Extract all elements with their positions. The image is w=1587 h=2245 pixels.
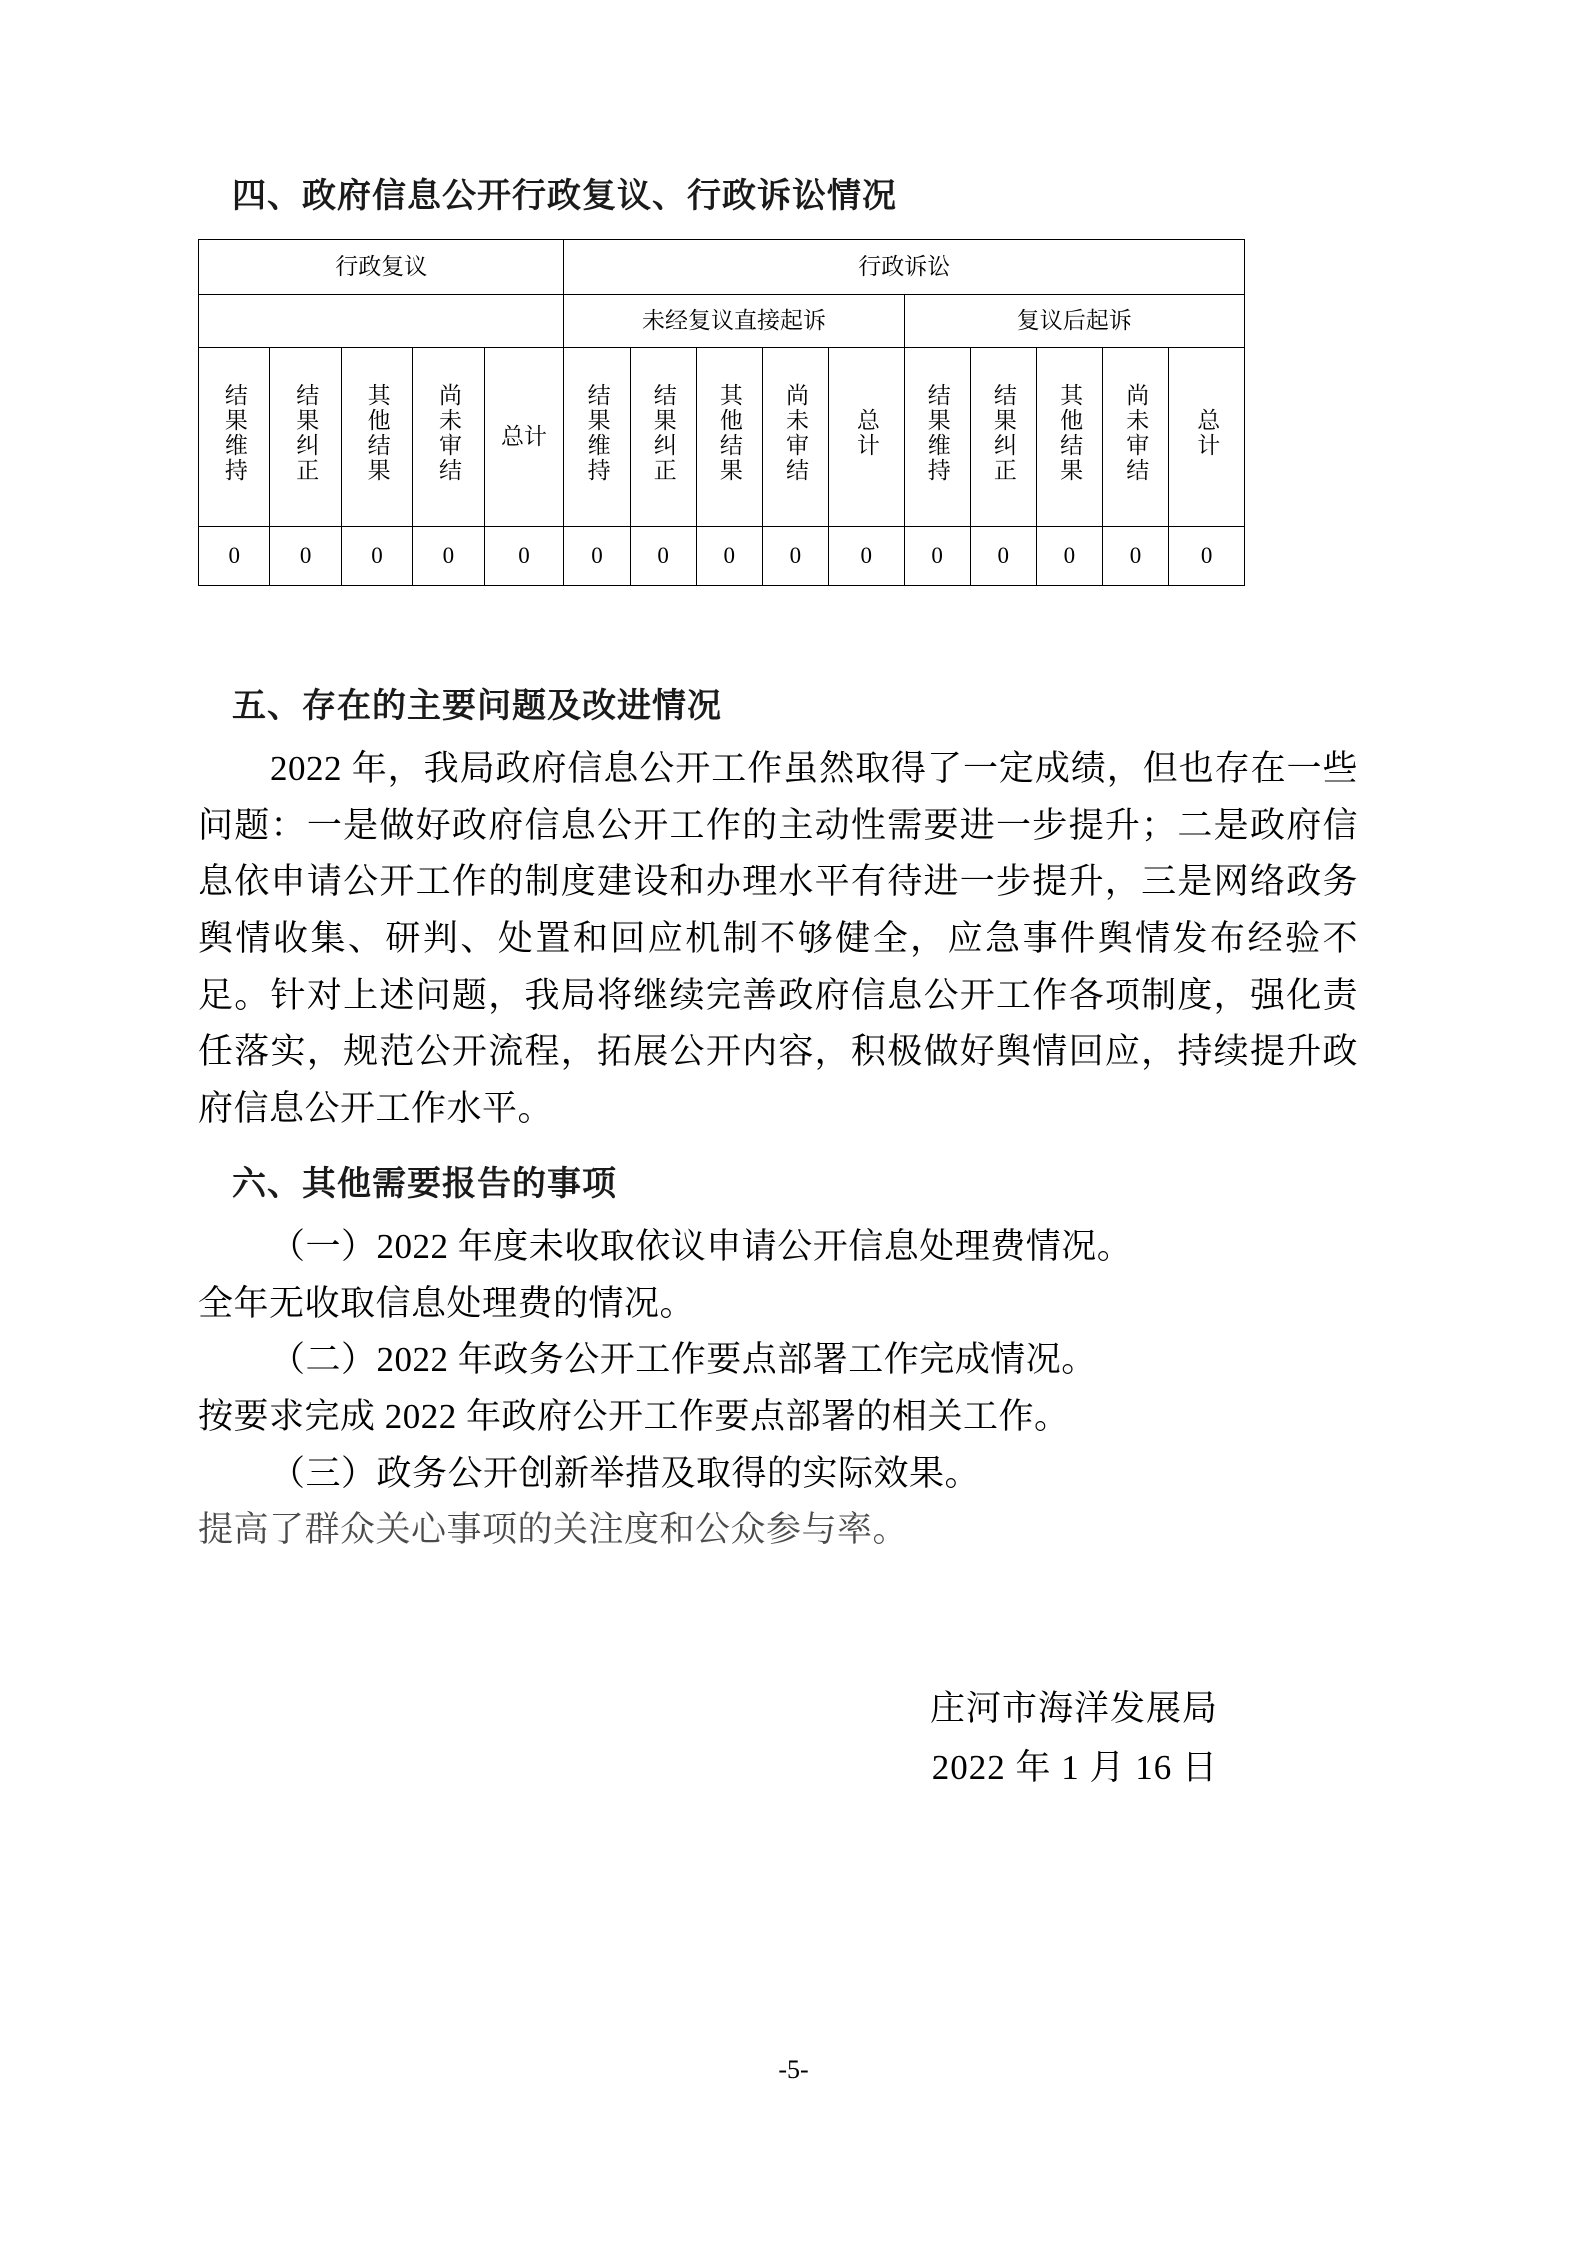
column-label-text: 尚未审结 <box>1123 383 1149 484</box>
table-column-label-row <box>199 348 1245 527</box>
section6-item-2-answer: 按要求完成 2022 年政府公开工作要点部署的相关工作。 <box>198 1396 1070 1436</box>
table-cell-value: 0 <box>341 527 412 586</box>
column-label <box>828 348 904 527</box>
group-header-administrative-review: 行政复议 <box>199 240 564 295</box>
page-number: -5- <box>778 2055 809 2084</box>
signature-block <box>198 1679 1358 1798</box>
administrative-review-litigation-table <box>198 239 1245 586</box>
column-label-text: 尚未审结 <box>783 383 809 484</box>
section6-item-3-answer: 提高了群众关心事项的关注度和公众参与率。 <box>198 1510 909 1550</box>
table-value-row <box>199 527 1245 586</box>
column-label <box>970 348 1036 527</box>
column-label <box>762 348 828 527</box>
table-sub-header-row <box>199 295 1245 348</box>
spacer <box>198 1138 1358 1156</box>
column-label <box>904 348 970 527</box>
table-cell-value: 0 <box>904 527 970 586</box>
column-label-text: 结果纠正 <box>293 383 319 484</box>
column-label <box>696 348 762 527</box>
column-label <box>1036 348 1102 527</box>
column-label <box>484 348 564 527</box>
column-label-text: 结果纠正 <box>650 383 676 484</box>
table-cell-value: 0 <box>1102 527 1168 586</box>
table-cell-value: 0 <box>413 527 484 586</box>
column-label-text: 其他结果 <box>1057 383 1083 484</box>
column-label <box>199 348 270 527</box>
section5-paragraph: 2022 年，我局政府信息公开工作虽然取得了一定成绩，但也存在一些问题：一是做好政府信息公开工作的主动性需要进一步提升；二是政府信息依申请公开工作的制度建设和办理水平有待进一步提升，三是网络政务舆情收集、研判、处置和回应机制不够健全，应急事件舆情发布经验不足。针对上述问题，我局将继续完善政府信息公开工作各项制度，强化责任落实，规范公开流程，拓展公开内容，积极做好舆情回应，持续提升政府信息公开工作水平。 <box>198 749 1358 1129</box>
table-cell-value: 0 <box>630 527 696 586</box>
document-content <box>198 168 1358 1798</box>
table-cell-value: 0 <box>1036 527 1102 586</box>
column-label-text: 结果维持 <box>584 383 610 484</box>
sub-header-post-review-litigation: 复议后起诉 <box>904 295 1244 348</box>
table-group-header-row <box>199 240 1245 295</box>
section6-item-1-answer: 全年无收取信息处理费的情况。 <box>198 1283 696 1323</box>
section-heading-6: 六、其他需要报告的事项 <box>232 1163 617 1204</box>
section-heading-5: 五、存在的主要问题及改进情况 <box>232 686 722 726</box>
column-label-text: 总计 <box>1194 408 1220 459</box>
column-label-text: 其他结果 <box>364 383 390 484</box>
section6-item-1-title: （一）2022 年度未收取依议申请公开信息处理费情况。 <box>270 1226 1133 1266</box>
column-label-text: 结果纠正 <box>990 383 1016 484</box>
group-header-administrative-litigation: 行政诉讼 <box>564 240 1245 295</box>
table-cell-value: 0 <box>1169 527 1245 586</box>
signature-date: 2022 年 1 月 16 日 <box>931 1748 1218 1788</box>
table-cell-value: 0 <box>484 527 564 586</box>
column-label <box>1102 348 1168 527</box>
column-label-text: 结果维持 <box>221 383 247 484</box>
sub-header-direct-litigation: 未经复议直接起诉 <box>564 295 904 348</box>
sub-header-empty <box>199 295 564 348</box>
column-label <box>630 348 696 527</box>
table-cell-value: 0 <box>199 527 270 586</box>
table-cell-value: 0 <box>970 527 1036 586</box>
column-label-text: 结果维持 <box>924 383 950 484</box>
column-label-text: 总计 <box>853 408 879 459</box>
table-cell-value: 0 <box>270 527 341 586</box>
column-label-text: 总计 <box>500 423 547 449</box>
signature-organization: 庄河市海洋发展局 <box>929 1688 1218 1728</box>
spacer <box>198 586 1358 678</box>
column-label-text: 尚未审结 <box>436 383 462 484</box>
section-heading-4: 四、政府信息公开行政复议、行政诉讼情况 <box>232 176 897 216</box>
column-label <box>413 348 484 527</box>
column-label-text: 其他结果 <box>716 383 742 484</box>
table-cell-value: 0 <box>762 527 828 586</box>
table-cell-value: 0 <box>564 527 630 586</box>
column-label <box>1169 348 1245 527</box>
table-cell-value: 0 <box>696 527 762 586</box>
section6-item-3-title: （三）政务公开创新举措及取得的实际效果。 <box>270 1453 981 1493</box>
table-cell-value: 0 <box>828 527 904 586</box>
section6-item-2-title: （二）2022 年政务公开工作要点部署工作完成情况。 <box>270 1340 1097 1380</box>
column-label <box>341 348 412 527</box>
column-label <box>270 348 341 527</box>
column-label <box>564 348 630 527</box>
